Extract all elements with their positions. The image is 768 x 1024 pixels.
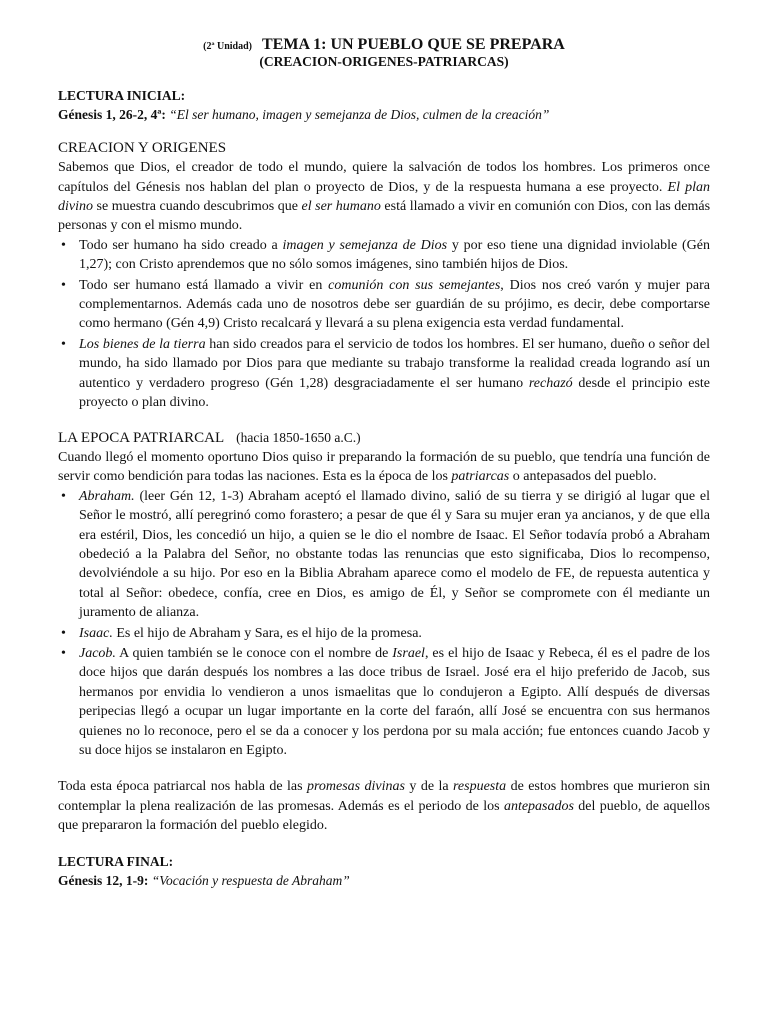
page-title: TEMA 1: UN PUEBLO QUE SE PREPARA (262, 36, 565, 53)
title-block (58, 36, 710, 54)
list-item: • Los bienes de la tierra han sido creados para el servicio de todos los hombres. El ser humano, dueño o señor del mundo, ha sido llamado por Dios para que mediante su trabajo transforme la realidad creada logrando así un autentico y verdadero progreso (Gén 1,28) desgraciadamente el ser humano rechazó desde el principio este proyecto o plan divino. (61, 336, 710, 411)
patriarcal-dates: (hacia 1850-1650 a.C.) (236, 429, 361, 445)
lectura-final-reference (58, 871, 710, 890)
bullet-icon: • (61, 645, 66, 661)
bullet-icon: • (61, 277, 66, 293)
unit-label: (2ª Unidad) (203, 41, 252, 52)
creacion-intro: Sabemos que Dios, el creador de todo el mundo, quiere la salvación de todos los hombres. Los primeros once capítulos del Génesis nos hablan del plan o proyecto de Dios, y de la respuesta humana a ese proyecto. El plan divino se muestra cuando descubrimos que el ser humano está llamado a vivir en comunión con Dios, con las demás personas y con el mismo mundo. (58, 160, 711, 234)
list-item-isaac: • Isaac. Es el hijo de Abraham y Sara, es el hijo de la promesa. (58, 624, 710, 643)
section-heading-creacion: CREACION Y ORIGENES (58, 139, 227, 156)
lectura-final-ref: Génesis 12, 1-9: (58, 873, 149, 889)
patriarcal-closing: Toda esta época patriarcal nos habla de las promesas divinas y de la respuesta de estos hombres que murieron sin contemplar la plena realización de las promesas. Además es el periodo de los antepasados del pueblo, de aquellos que prepararon la formación del pueblo elegido. (58, 779, 710, 834)
page-subtitle: (CREACION-ORIGENES-PATRIARCAS) (259, 54, 509, 69)
patriarcas-list (58, 487, 710, 761)
bullet-icon: • (61, 336, 66, 352)
section-heading-patriarcal (58, 428, 710, 448)
lectura-inicial-label: LECTURA INICIAL: (58, 88, 186, 103)
bullet-icon: • (61, 625, 66, 641)
creacion-list (58, 236, 710, 413)
lectura-final-label: LECTURA FINAL: (58, 853, 174, 869)
bullet-icon: • (61, 488, 66, 504)
list-item: • Todo ser humano ha sido creado a imagen y semejanza de Dios y por eso tiene una dignidad inviolable (Gén 1,27); con Cristo aprendemos que no sólo somos imágenes, sino también hijos de Dios. (61, 237, 710, 273)
lectura-inicial-quote: “El ser humano, imagen y semejanza de Dios, culmen de la creación” (169, 107, 550, 123)
list-item-jacob: • Jacob. A quien también se le conoce con el nombre de Israel, es el hijo de Isaac y Rebeca, él es el padre de los doce hijos que darán después los nombres a las doce tribus de Israel. José era el hijo preferido de Jacob, sus hermanos por envidia lo vendieron a unos ismaelitas que lo condujeron a Egipto. Allí después de diversas peripecias llegó a ocupar un lugar importante en la corte del faraón, allí José se encuentra con sus hermanos quienes no lo reconoce, pero el se da a conocer y los perdona por su mala acción; fue entonces cuando Jacob y su doce hijos se instalaron en Egipto. (61, 645, 710, 758)
bullet-icon: • (61, 237, 66, 253)
patriarcal-intro: Cuando llegó el momento oportuno Dios quiso ir preparando la formación de su pueblo, que tendría una función de servir como bendición para todas las naciones. Esta es la época de los patriarcas o antepasados del pueblo. (58, 449, 710, 485)
patriarcal-heading: LA EPOCA PATRIARCAL (58, 429, 225, 446)
list-item: • Todo ser humano está llamado a vivir en comunión con sus semejantes, Dios nos creó varón y mujer para complementarnos. Además cada uno de nosotros debe ser guardián de su prójimo, es decir, debe comportarse como hermano (Gén 4,9) Cristo recalcará y llevará a su plena exigencia esta verdad fundamental. (61, 277, 711, 332)
lectura-inicial-reference (58, 105, 710, 124)
lectura-inicial-ref: Génesis 1, 26-2, 4ª: (58, 107, 166, 123)
list-item-abraham: • Abraham. (leer Gén 12, 1-3) Abraham aceptó el llamado divino, salió de su tierra y se dirigió al lugar que el Señor le mostró, allí peregrinó como forastero; a pesar de que él y Sara su mujer eran ya ancianos, y de que ella era estéril, Dios, les concedió un hijo, a quien se le dio el nombre de Isaac. El Señor todavía probó a Abraham obedeció a la Palabra del Señor, no obstante todas las renuncias que esto significaba, Dios lo recompenso, devolviéndole a su hijo. Por eso en la Biblia Abraham aparece como el modelo de FE, de repuesta autentica y total al Señor: obedece, confía, cree en Dios, es amigo de Él, y Señor se compromete con él mediante un juramento de alianza. (61, 488, 710, 621)
lectura-final-quote: “Vocación y respuesta de Abraham” (151, 873, 350, 889)
